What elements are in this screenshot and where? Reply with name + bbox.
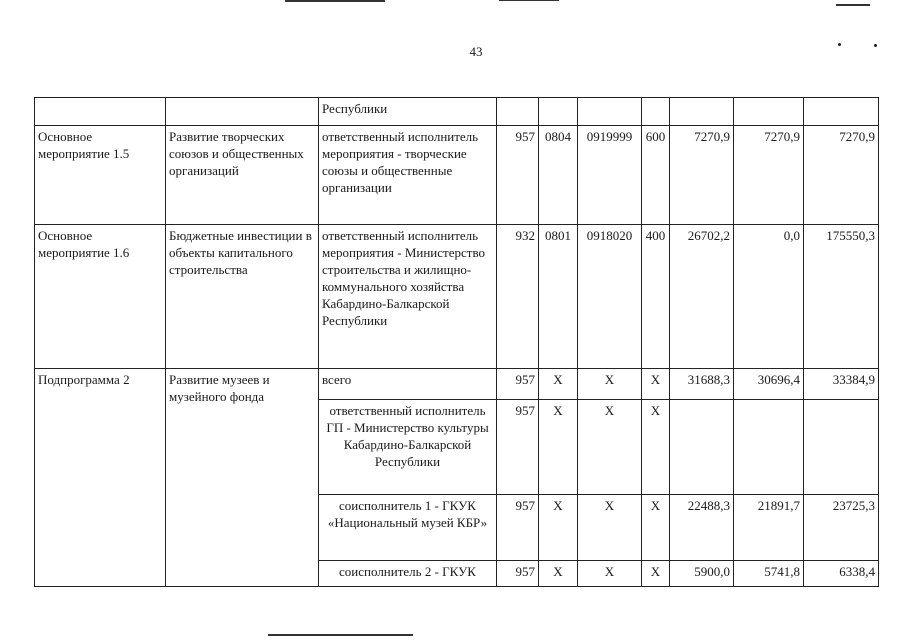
csr-cell: Х [578, 400, 642, 495]
vr-cell: Х [642, 369, 670, 400]
page-number: 43 [469, 44, 483, 59]
csr-cell: Х [578, 495, 642, 561]
csr-cell: 0919999 [578, 126, 642, 225]
year1-cell: 22488,3 [670, 495, 734, 561]
year3-cell: 23725,3 [804, 495, 879, 561]
executor-cell: ответственный исполнитель ГП - Министерство культуры Кабардино-Балкарской Республики [319, 400, 497, 495]
table-row [35, 126, 879, 225]
year2-cell: 30696,4 [734, 369, 804, 400]
grbs-cell: 957 [497, 400, 539, 495]
year3-cell: 7270,9 [804, 126, 879, 225]
table-cell [497, 98, 539, 126]
status-cell: Основное мероприятие 1.6 [35, 225, 166, 369]
table-cell [734, 98, 804, 126]
scan-artifact-top-mid [499, 0, 559, 1]
vr-cell: Х [642, 495, 670, 561]
name-cell: Бюджетные инвестиции в объекты капитального строительства [166, 225, 319, 369]
executor-cell: соисполнитель 1 - ГКУК «Национальный музей КБР» [319, 495, 497, 561]
table-cell [539, 98, 578, 126]
executor-cell: ответственный исполнитель мероприятия - Министерство строительства и жилищно-коммунального хозяйства Кабардино-Балкарской Республики [319, 225, 497, 369]
executor-cell: ответственный исполнитель мероприятия - творческие союзы и общественные организации [319, 126, 497, 225]
executor-cell: Республики [319, 98, 497, 126]
grbs-cell: 957 [497, 561, 539, 587]
table-cell [642, 98, 670, 126]
grbs-cell: 957 [497, 369, 539, 400]
executor-cell: всего [319, 369, 497, 400]
rzpr-cell: 0801 [539, 225, 578, 369]
table-row [35, 98, 879, 126]
year1-cell [670, 400, 734, 495]
budget-table [34, 97, 879, 587]
year3-cell: 6338,4 [804, 561, 879, 587]
rzpr-cell: Х [539, 495, 578, 561]
year1-cell: 5900,0 [670, 561, 734, 587]
csr-cell: Х [578, 561, 642, 587]
rzpr-cell: Х [539, 369, 578, 400]
year2-cell: 5741,8 [734, 561, 804, 587]
table-cell [35, 98, 166, 126]
year2-cell: 0,0 [734, 225, 804, 369]
year2-cell [734, 400, 804, 495]
year2-cell: 21891,7 [734, 495, 804, 561]
grbs-cell: 932 [497, 225, 539, 369]
vr-cell: 600 [642, 126, 670, 225]
year1-cell: 7270,9 [670, 126, 734, 225]
name-cell: Развитие музеев и музейного фонда [166, 369, 319, 587]
table-row [35, 369, 879, 400]
vr-cell: Х [642, 561, 670, 587]
csr-cell: 0918020 [578, 225, 642, 369]
name-cell: Развитие творческих союзов и общественных организаций [166, 126, 319, 225]
rzpr-cell: Х [539, 400, 578, 495]
vr-cell: 400 [642, 225, 670, 369]
rzpr-cell: 0804 [539, 126, 578, 225]
vr-cell: Х [642, 400, 670, 495]
executor-cell: соисполнитель 2 - ГКУК [319, 561, 497, 587]
table-cell [670, 98, 734, 126]
table-row [35, 225, 879, 369]
status-cell: Основное мероприятие 1.5 [35, 126, 166, 225]
scan-artifact-bottom [268, 634, 413, 636]
year3-cell: 175550,3 [804, 225, 879, 369]
scan-artifact-top-left [285, 0, 385, 2]
scan-artifact-top-right [836, 4, 870, 6]
year3-cell [804, 400, 879, 495]
csr-cell: Х [578, 369, 642, 400]
year3-cell: 33384,9 [804, 369, 879, 400]
grbs-cell: 957 [497, 495, 539, 561]
year2-cell: 7270,9 [734, 126, 804, 225]
status-cell: Подпрограмма 2 [35, 369, 166, 587]
year1-cell: 31688,3 [670, 369, 734, 400]
year1-cell: 26702,2 [670, 225, 734, 369]
table-cell [578, 98, 642, 126]
rzpr-cell: Х [539, 561, 578, 587]
table-cell [166, 98, 319, 126]
grbs-cell: 957 [497, 126, 539, 225]
table-cell [804, 98, 879, 126]
